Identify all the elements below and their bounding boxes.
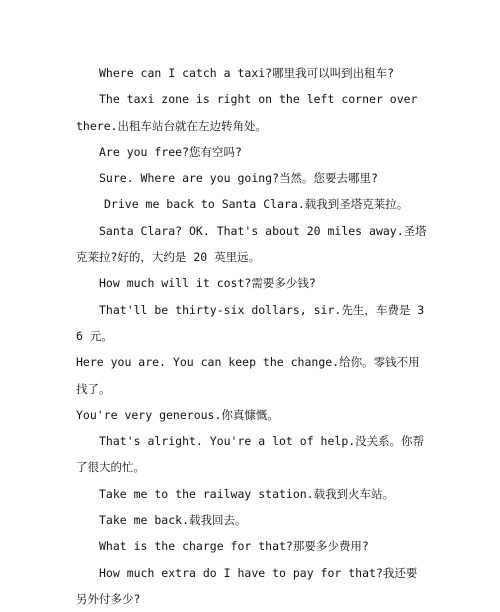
paragraph: Where can I catch a taxi?哪里我可以叫到出租车? [99,66,395,80]
paragraph: That's alright. You're a lot of help.没关系。你帮了很大的忙。 [76,434,425,475]
paragraph: You're very generous.你真慷慨。 [76,407,279,422]
paragraph: How much extra do I have to pay for that?我还要另外付多少? [76,565,418,606]
paragraph: Here you are. You can keep the change.给你。零钱不用找了。 [76,355,420,396]
paragraph: How much will it cost?需要多少钱? [99,276,316,291]
paragraph: Sure. Where are you going?当然。您要去哪里? [99,171,378,186]
paragraph: Drive me back to Santa Clara.载我到圣塔克莱拉。 [104,197,409,212]
paragraph: What is the charge for that?那要多少费用? [99,539,369,554]
paragraph: The taxi zone is right on the left corner over there.出租车站台就在左边转角处。 [76,92,418,133]
paragraph: Take me back.载我回去。 [99,513,247,528]
paragraph: That'll be thirty-six dollars, sir.先生，车费是 36 元。 [76,302,425,343]
paragraph: Take me to the railway station.载我到火车站。 [99,486,395,501]
document-body [76,60,428,612]
paragraph: Are you free?您有空吗? [99,144,242,159]
paragraph: Santa Clara? OK. That's about 20 miles away.圣塔克莱拉?好的，大约是 20 英里远。 [76,223,427,265]
